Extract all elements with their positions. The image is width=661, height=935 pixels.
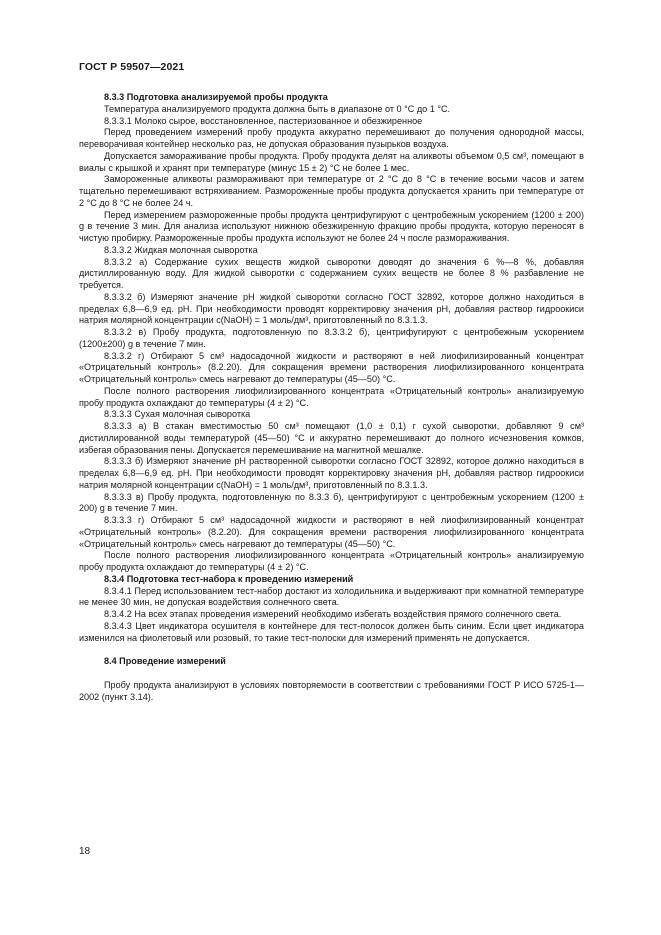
paragraph: Замороженные аликвоты размораживают при температуре от 2 °С до 8 °С в течение восьми часов и затем тщательно перемешивают встряхиванием. Размороженные пробы продукта допускается хранить при температуре от 2 °С до 8 °С не более 24 ч. bbox=[79, 174, 584, 208]
paragraph: 8.3.3.2 б) Измеряют значение рН жидкой сыворотки согласно ГОСТ 32892, которое должно находиться в пределах 6,8—6,9 ед. рН. При необходимости проводят корректировку значения рН, добавляя раствор гидроокиси натрия молярной концентрации c(NaOH) = 1 моль/дм³, приготовленный по 8.3.1.3. bbox=[79, 291, 584, 326]
section-heading: 8.3.3 Подготовка анализируемой пробы продукта bbox=[104, 92, 328, 102]
document-body bbox=[79, 92, 584, 704]
subsection-heading: 8.3.3.2 Жидкая молочная сыворотка bbox=[104, 244, 258, 255]
paragraph: 8.3.3.2 а) Содержание сухих веществ жидкой сыворотки доводят до значения 6 %—8 %, добавляя дистиллированную воду. Для жидкой сыворотки с содержанием сухих веществ не более 8 % разбавление не требуется. bbox=[79, 256, 584, 290]
paragraph: 8.3.4.1 Перед использованием тест-набор достают из холодильника и выдерживают при комнатной температуре не менее 30 мин, не допуская воздействия солнечного света. bbox=[79, 585, 584, 608]
paragraph: Перед измерением размороженные пробы продукта центрифугируют с центробежным ускорением (1200 ± 200) g в течение 3 мин. Для анализа используют нижнюю обезжиренную фракцию пробы продукта, которую переносят в чистую пробирку. Размороженные пробы продукта используют не более 24 ч после размораживания. bbox=[79, 209, 584, 243]
paragraph: 8.3.3.3 б) Измеряют значение рН растворенной сыворотки согласно ГОСТ 32892, которое должно находиться в пределах 6,8—6,9 ед. рН. При необходимости проводят корректировку значения рН, добавляя раствор гидроокиси натрия молярной концентрации c(NaOH) = 1 моль/дм³, приготовленный по 8.3.1.3. bbox=[79, 456, 584, 490]
document-header: ГОСТ Р 59507—2021 bbox=[79, 61, 185, 73]
subsection-heading: 8.3.3.3 Сухая молочная сыворотка bbox=[104, 409, 251, 420]
paragraph: 8.3.3.3 г) Отбирают 5 см³ надосадочной жидкости и растворяют в ней лиофилизированный концентрат «Отрицательный контроль» (8.2.20). Для сокращения времени растворения лиофилизированного концентрата «Отрицательный контроль» смесь нагревают до температуры (45—50) °С. bbox=[79, 515, 584, 549]
paragraph: 8.3.4.2 На всех этапах проведения измерений необходимо избегать воздействия прямого солнечного света. bbox=[104, 609, 562, 619]
page-number: 18 bbox=[79, 846, 91, 857]
subsection-heading: 8.3.3.1 Молоко сырое, восстановленное, пастеризованное и обезжиренное bbox=[104, 115, 423, 126]
section-heading: 8.3.4 Подготовка тест-набора к проведению измерений bbox=[104, 573, 354, 584]
paragraph: 8.3.3.2 в) Пробу продукта, подготовленную по 8.3.3.2 б), центрифугируют с центробежным ускорением (1200±200) g в течение 7 мин. bbox=[79, 327, 584, 349]
section-heading: 8.4 Проведение измерений bbox=[104, 656, 226, 667]
paragraph: После полного растворения лиофилизированного концентрата «Отрицательный контроль» анализируемую пробу продукта охлаждают до температуры (4 ± 2) °С. bbox=[79, 385, 584, 408]
paragraph: Допускается замораживание пробы продукта. Пробу продукта делят на аликвоты объемом 0,5 см³, помещают в виалы с крышкой и хранят при температуре (минус 15 ± 2) °С не более 1 мес. bbox=[79, 150, 584, 173]
paragraph: Пробу продукта анализируют в условиях повторяемости в соответствии с требованиями ГОСТ Р ИСО 5725-1—2002 (пункт 3.14). bbox=[79, 680, 584, 702]
paragraph: 8.3.3.3 а) В стакан вместимостью 50 см³ помещают (1,0 ± 0,1) г сухой сыворотки, добавляют 9 см³ дистиллированной воды температурой (45—50) °С и аккуратно перемешивают до полного исчезновения комков, избегая образования пены. Допускается перемешивание на магнитной мешалке. bbox=[79, 421, 584, 455]
paragraph: 8.3.4.3 Цвет индикатора осушителя в контейнере для тест-полосок должен быть синим. Если цвет индикатора изменился на фиолетовый или розовый, то такие тест-полоски для измерений применять не допускается. bbox=[79, 620, 584, 643]
paragraph: 8.3.3.2 г) Отбирают 5 см³ надосадочной жидкости и растворяют в ней лиофилизированный концентрат «Отрицательный контроль» (8.2.20). Для сокращения времени растворения лиофилизированного концентрата «Отрицательный контроль» смесь нагревают до температуры (45—50) °С. bbox=[79, 350, 584, 384]
paragraph: После полного растворения лиофилизированного концентрата «Отрицательный контроль» анализируемую пробу продукта охлаждают до температуры (4 ± 2) °С. bbox=[79, 550, 584, 572]
paragraph: Температура анализируемого продукта должна быть в диапазоне от 0 °С до 1 °С. bbox=[104, 103, 451, 114]
paragraph: 8.3.3.3 в) Пробу продукта, подготовленную по 8.3.3 б), центрифугируют с центробежным ускорением (1200 ± 200) g в течение 7 мин. bbox=[79, 491, 584, 514]
paragraph: Перед проведением измерений пробу продукта аккуратно перемешивают до получения однородной массы, переворачивая контейнер несколько раз, не допуская образования пузырьков воздуха. bbox=[79, 127, 584, 149]
